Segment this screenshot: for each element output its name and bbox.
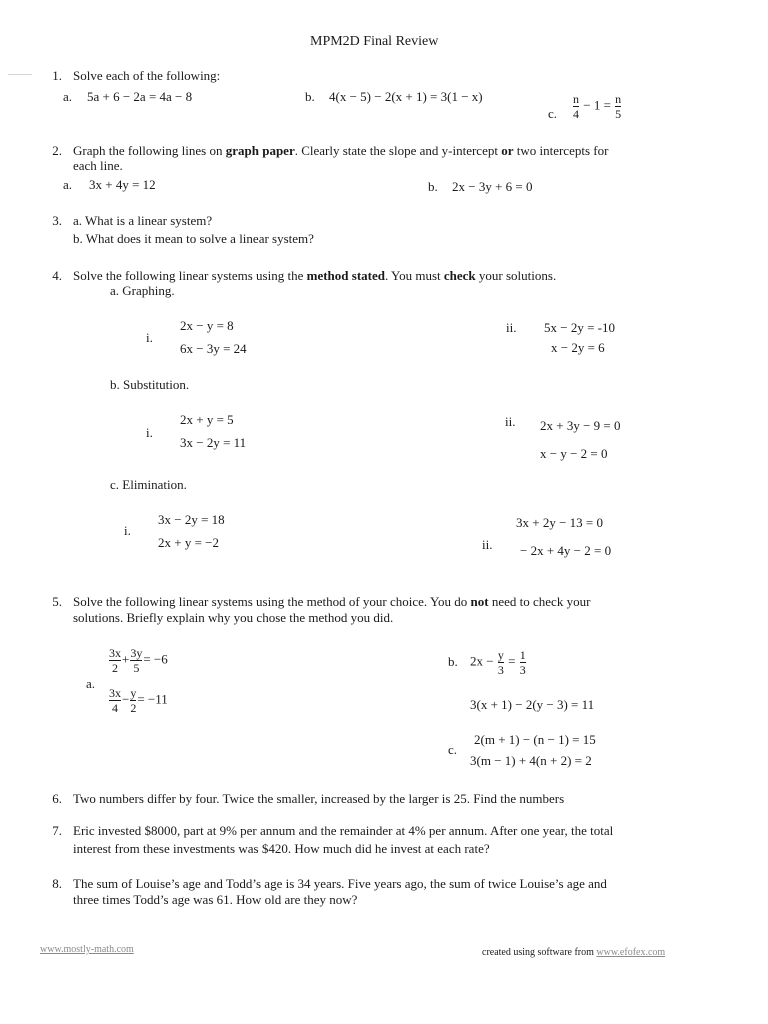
equation-5b-2: 3(x + 1) − 2(y − 3) = 11 [470, 697, 595, 712]
equation-text: − 1 = [583, 97, 611, 113]
part-label-b: b. [428, 179, 438, 194]
scan-artifact [8, 74, 32, 75]
question-number: 2. [52, 143, 62, 158]
part-label-ii: ii. [482, 537, 493, 552]
text-run: Solve the following linear systems using the method of your choice. You do [73, 594, 471, 609]
part-label-a: a. [63, 89, 73, 104]
question-number: 1. [52, 68, 62, 83]
question-number: 7. [52, 823, 62, 838]
equation-4a-ii-1: 5x − 2y = -10 [544, 320, 615, 335]
equation-1c [572, 92, 622, 121]
footer-credit [482, 945, 665, 961]
numerator: 1 [519, 648, 526, 662]
text-run: need to check your [488, 594, 591, 609]
page-title: MPM2D Final Review [310, 34, 439, 49]
equation-4c-ii-1: 3x + 2y − 13 = 0 [516, 515, 603, 530]
text-run-bold: method stated [306, 268, 385, 283]
part-label-c: c. [448, 742, 458, 757]
part-label-i: i. [146, 425, 153, 440]
denominator: 2 [112, 661, 118, 675]
question-text: Two numbers differ by four. Twice the smaller, increased by the larger is 25. Find the numbers [73, 791, 565, 806]
equation-text: 2x − [470, 653, 494, 669]
subheading-substitution: b. Substitution. [110, 377, 190, 392]
text-run-bold: not [470, 594, 489, 609]
text-run-bold: check [443, 268, 476, 283]
fraction [130, 646, 142, 675]
question-text-continued: three times Todd’s age was 61. How old are they now? [73, 892, 358, 907]
denominator: 3 [519, 663, 526, 677]
part-label-a: a. [86, 676, 96, 691]
question-text-continued: interest from these investments was $420. How much did he invest at each rate? [73, 841, 490, 856]
text-run: two intercepts for [513, 143, 609, 158]
subheading-elimination: c. Elimination. [110, 477, 187, 492]
numerator: y [130, 686, 137, 700]
equation-4a-i-1: 2x − y = 8 [180, 318, 234, 333]
equation-text: = −6 [143, 651, 168, 667]
part-label-ii: ii. [506, 320, 517, 335]
question-text-continued: each line. [73, 158, 123, 173]
equation-5c-1: 2(m + 1) − (n − 1) = 15 [474, 732, 596, 747]
numerator: 3x [109, 646, 121, 660]
equation-2b: 2x − 3y + 6 = 0 [452, 179, 533, 194]
text-run: your solutions. [475, 268, 557, 283]
equation-4a-i-2: 6x − 3y = 24 [180, 341, 247, 356]
question-text: Solve each of the following: [73, 68, 221, 83]
part-label-i: i. [124, 523, 131, 538]
text-run: Solve the following linear systems using the [73, 268, 307, 283]
footer-link-mostly-math[interactable]: www.mostly-math.com [40, 944, 134, 955]
question-number: 6. [52, 791, 62, 806]
equation-1a: 5a + 6 − 2a = 4a − 8 [87, 89, 193, 104]
fraction [130, 686, 136, 715]
question-text [73, 594, 590, 610]
equation-5a-2 [108, 686, 168, 715]
question-number: 5. [52, 594, 62, 609]
equation-5a-1 [108, 646, 168, 675]
equation-4b-ii-2: x − y − 2 = 0 [540, 446, 608, 461]
question-number: 3. [52, 213, 62, 228]
equation-4b-ii-1: 2x + 3y − 9 = 0 [540, 418, 621, 433]
question-text-b: b. What does it mean to solve a linear system? [73, 231, 314, 246]
denominator: 4 [573, 107, 579, 121]
operator: + [122, 651, 130, 667]
text-run: . You must [384, 268, 444, 283]
operator: − [122, 691, 130, 707]
equation-4a-ii-2: x − 2y = 6 [551, 340, 605, 355]
question-text: The sum of Louise’s age and Todd’s age is 34 years. Five years ago, the sum of twice Louise’s age and [73, 876, 607, 891]
numerator: 3x [109, 686, 121, 700]
text-run-bold: graph paper [225, 143, 295, 158]
equation-text: = −11 [137, 691, 168, 707]
equation-4c-i-2: 2x + y = −2 [158, 535, 219, 550]
part-label-b: b. [305, 89, 315, 104]
part-label-c: c. [548, 106, 558, 121]
equation-5c-2: 3(m − 1) + 4(n + 2) = 2 [470, 753, 592, 768]
footer-link-efofex[interactable]: www.efofex.com [596, 947, 666, 958]
equation-5b-1 [470, 648, 527, 677]
denominator: 5 [615, 107, 622, 121]
fraction [109, 646, 121, 675]
numerator: n [615, 92, 622, 106]
denominator: 2 [130, 701, 137, 715]
question-text [73, 268, 556, 284]
equation-4c-i-1: 3x − 2y = 18 [158, 512, 225, 527]
question-number: 8. [52, 876, 62, 891]
part-label-b: b. [448, 654, 458, 669]
part-label-a: a. [63, 177, 73, 192]
numerator: y [497, 648, 504, 662]
part-label-ii: ii. [505, 414, 516, 429]
fraction [109, 686, 121, 715]
denominator: 3 [497, 663, 504, 677]
question-number: 4. [52, 268, 62, 283]
text-run-bold: or [501, 143, 514, 158]
text-run: . Clearly state the slope and y-intercept [294, 143, 502, 158]
denominator: 4 [112, 701, 118, 715]
equation-1b: 4(x − 5) − 2(x + 1) = 3(1 − x) [329, 89, 483, 104]
numerator: 3y [130, 646, 143, 660]
equation-4b-i-1: 2x + y = 5 [180, 412, 234, 427]
equation-4c-ii-2: − 2x + 4y − 2 = 0 [520, 543, 612, 558]
denominator: 5 [133, 661, 140, 675]
question-text [73, 143, 608, 159]
text-run: Graph the following lines on [73, 143, 226, 158]
question-text-a: a. What is a linear system? [73, 213, 213, 228]
fraction [573, 92, 579, 121]
numerator: n [573, 92, 579, 106]
equation-2a: 3x + 4y = 12 [89, 177, 156, 192]
question-text: Eric invested $8000, part at 9% per annum and the remainder at 4% per annum. After one year, the total [73, 823, 614, 838]
fraction [615, 92, 621, 121]
fraction [498, 648, 504, 677]
question-text-continued: solutions. Briefly explain why you chose the method you did. [73, 610, 394, 625]
subheading-graphing: a. Graphing. [110, 283, 175, 298]
equation-4b-i-2: 3x − 2y = 11 [180, 435, 247, 450]
part-label-i: i. [146, 330, 153, 345]
footer-credit-text: created using software from [482, 947, 597, 958]
operator: = [508, 653, 516, 669]
fraction [520, 648, 526, 677]
